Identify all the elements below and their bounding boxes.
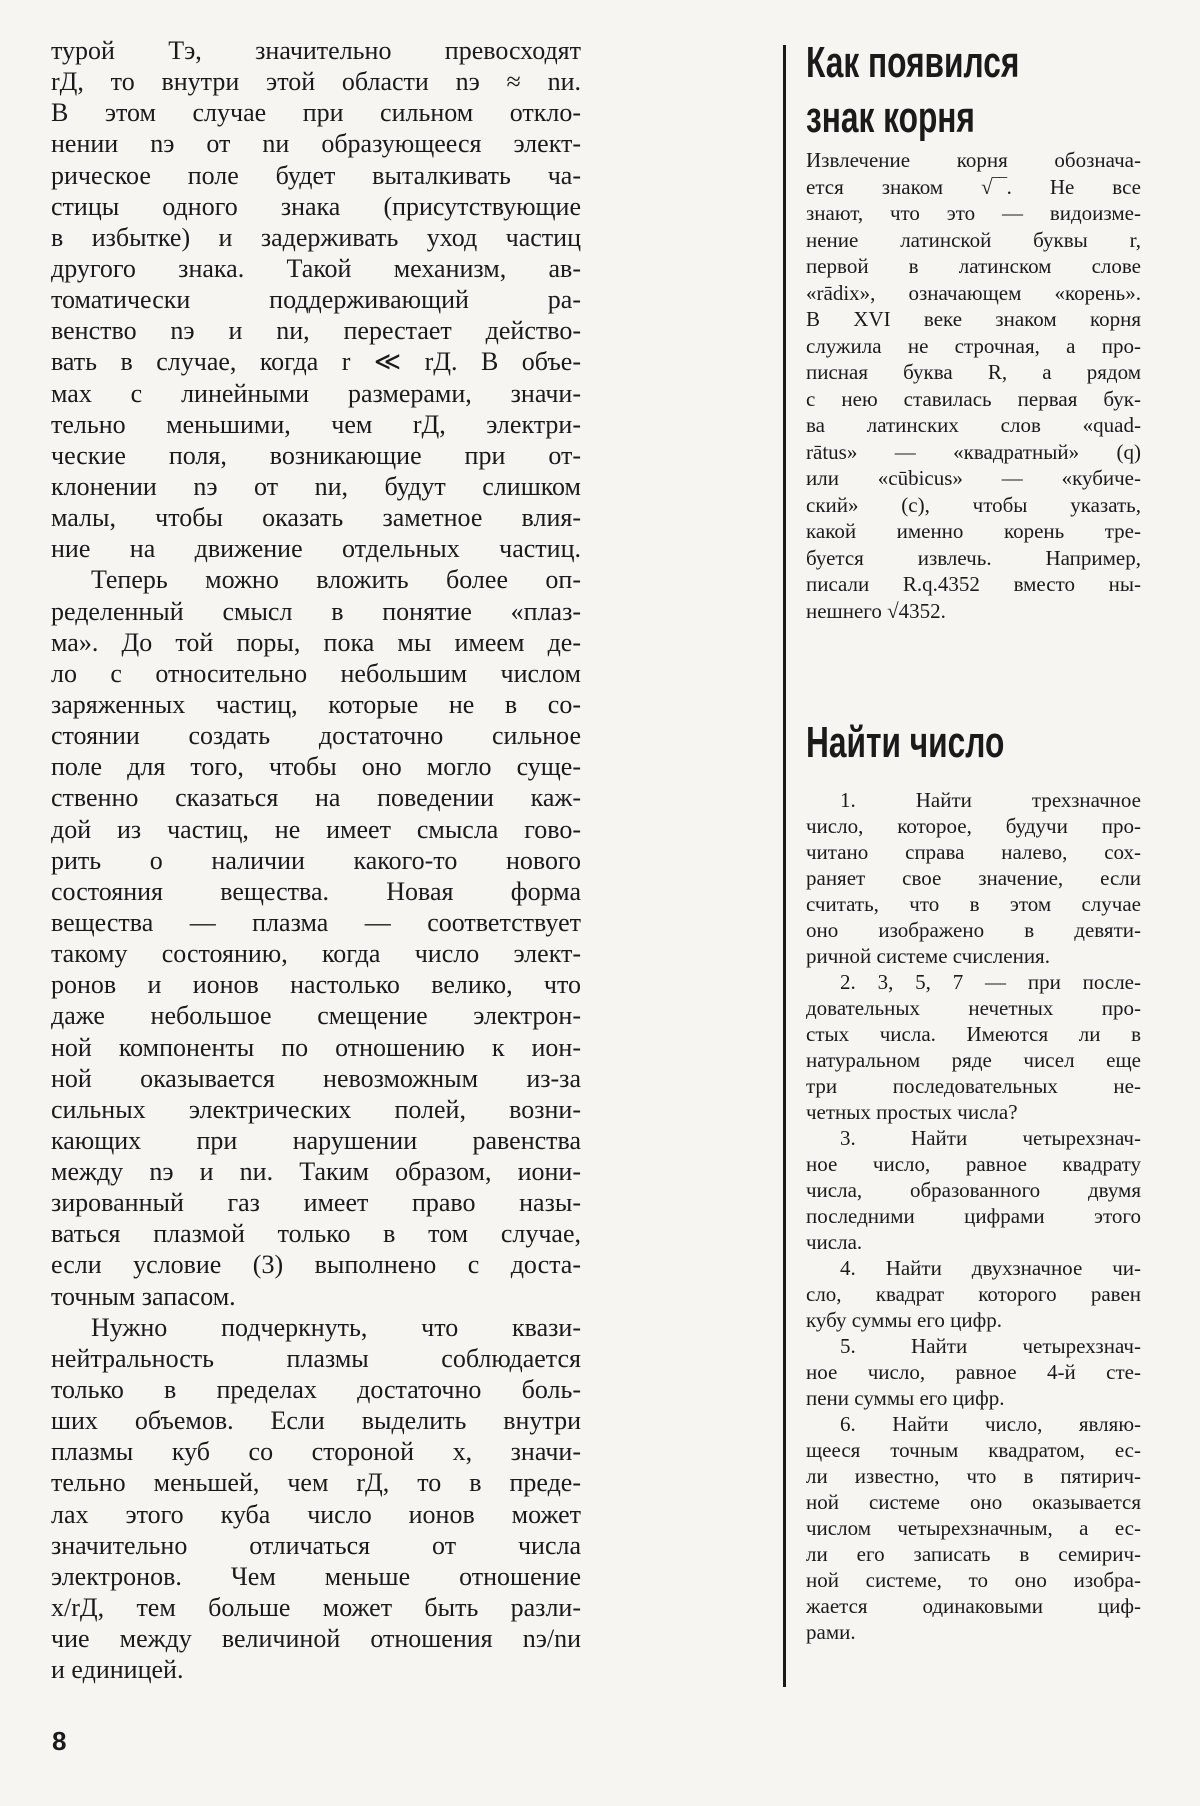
text-line: дой из частиц, не имеет смысла гово- xyxy=(51,814,581,844)
text-line: раняет свое значение, если xyxy=(806,866,1141,890)
text-line: нении nэ от nи образующееся элект- xyxy=(51,129,581,159)
text-line: ма». До той поры, пока мы имеем де- xyxy=(51,627,581,657)
text-line: жается одинаковыми циф- xyxy=(806,1594,1141,1618)
text-line: четных простых числа? xyxy=(806,1100,1018,1124)
text-line: ли его записать в семирич- xyxy=(806,1542,1141,1566)
text-line: другого знака. Такой механизм, ав- xyxy=(51,253,581,283)
text-line: рическое поле будет выталкивать ча- xyxy=(51,160,581,190)
text-line: ский» (c), чтобы указать, xyxy=(806,492,1141,517)
text-line: тельно меньшей, чем rД, то в преде- xyxy=(51,1468,581,1498)
text-line: В этом случае при сильном откло- xyxy=(51,98,581,128)
text-line: нение латинской буквы r, xyxy=(806,227,1141,252)
text-line: стицы одного знака (присутствующие xyxy=(51,191,581,221)
page-number: 8 xyxy=(52,1726,67,1756)
text-line: плазмы куб со стороной x, значи- xyxy=(51,1437,581,1467)
text-line: зированный газ имеет право назы- xyxy=(51,1188,581,1218)
text-line: 5. Найти четырехзнач- xyxy=(840,1334,1141,1358)
text-line: ное число, равное квадрату xyxy=(806,1152,1141,1176)
text-line: считать, что в этом случае xyxy=(806,892,1141,916)
text-line: ной оказывается невозможным из-за xyxy=(51,1063,581,1093)
text-line: рами. xyxy=(806,1620,856,1644)
text-line: числа, образованного двумя xyxy=(806,1178,1141,1202)
text-line: в избытке) и задерживать уход частиц xyxy=(51,222,581,252)
text-line: какой именно корень тре- xyxy=(806,519,1141,543)
text-line: турой Tэ, значительно превосходят xyxy=(51,36,581,65)
text-line: писная буква R, а рядом xyxy=(806,360,1141,384)
text-line: нешнего √4352. xyxy=(806,598,946,623)
text-line: кубу суммы его цифр. xyxy=(806,1308,1002,1332)
text-line: первой в латинском слове xyxy=(806,254,1141,278)
text-line: ние на движение отдельных частиц. xyxy=(51,534,581,564)
text-line: ва латинских слов «quad- xyxy=(806,413,1141,437)
article-title-line2: знак корня xyxy=(806,93,975,142)
text-line: стоянии создать достаточно сильное xyxy=(51,721,581,751)
text-line: нейтральность плазмы соблюдается xyxy=(51,1343,581,1373)
text-line: заряженных частиц, которые не в со- xyxy=(51,689,581,719)
text-line: ческие поля, возникающие при от- xyxy=(51,440,581,470)
text-line: Теперь можно вложить более оп- xyxy=(91,565,581,595)
text-line: только в пределах достаточно боль- xyxy=(51,1375,581,1405)
text-line: ли известно, что в пятирич- xyxy=(806,1464,1141,1488)
text-line: ной компоненты по отношению к ион- xyxy=(51,1032,581,1062)
text-line: сло, квадрат которого равен xyxy=(806,1282,1141,1306)
text-line: венство nэ и nи, перестает действо- xyxy=(51,316,581,346)
text-line: даже небольшое смещение электрон- xyxy=(51,1001,581,1031)
text-line: точным запасом. xyxy=(51,1281,236,1311)
text-line: поле для того, чтобы оно могло суще- xyxy=(51,752,581,782)
text-line: ших объемов. Если выделить внутри xyxy=(51,1406,581,1436)
text-line: вещества — плазма — соответствует xyxy=(51,907,581,937)
text-line: значительно отличаться от числа xyxy=(51,1530,581,1560)
text-line: «rādix», означающем «корень». xyxy=(806,280,1141,305)
text-line: стых числа. Имеются ли в xyxy=(806,1022,1141,1046)
text-line: или «cūbicus» — «кубиче- xyxy=(806,466,1141,490)
column-divider xyxy=(783,45,786,1687)
text-line: малы, чтобы оказать заметное влия- xyxy=(51,503,581,533)
text-line: буется извлечь. Например, xyxy=(806,545,1141,570)
text-line: писали R.q.4352 вместо ны- xyxy=(806,572,1141,596)
text-line: число, которое, будучи про- xyxy=(806,814,1141,838)
text-line: если условие (3) выполнено с доста- xyxy=(51,1250,581,1280)
text-line: ной системе оно оказывается xyxy=(806,1490,1141,1514)
text-line: ственно сказаться на поведении каж- xyxy=(51,783,581,813)
text-line: натуральном ряде чисел еще xyxy=(806,1048,1141,1072)
text-line: оно изображено в девяти- xyxy=(806,918,1141,942)
text-line: довательных нечетных про- xyxy=(806,996,1141,1020)
text-line: 1. Найти трехзначное xyxy=(840,788,1141,812)
text-line: состояния вещества. Новая форма xyxy=(51,876,581,906)
puzzles-list xyxy=(806,787,1141,1645)
text-line: кающих при нарушении равенства xyxy=(51,1125,581,1155)
text-line: лах этого куба число ионов может xyxy=(51,1499,581,1529)
article-title-line1: Как появился xyxy=(806,38,1020,87)
text-line: ределенный смысл в понятие «плаз- xyxy=(51,596,581,626)
text-line: последними цифрами этого xyxy=(806,1204,1141,1228)
text-line: тельно меньшими, чем rД, электри- xyxy=(51,409,581,439)
text-line: ричной системе счисления. xyxy=(806,944,1050,968)
text-line: пени суммы его цифр. xyxy=(806,1386,1005,1410)
text-line: ной системе, то оно изобра- xyxy=(806,1568,1141,1592)
text-line: 6. Найти число, являю- xyxy=(840,1412,1141,1436)
text-line: числа. xyxy=(806,1230,863,1254)
text-line: три последовательных не- xyxy=(806,1074,1141,1098)
text-line: рить о наличии какого-то нового xyxy=(51,845,581,875)
text-line: щееся точным квадратом, ес- xyxy=(806,1438,1141,1462)
text-line: знают, что это — видоизме- xyxy=(806,201,1141,225)
text-line: и единицей. xyxy=(51,1655,184,1685)
puzzles-title: Найти число xyxy=(806,718,1005,767)
text-line: x/rД, тем больше может быть разли- xyxy=(51,1593,581,1623)
text-line: такому состоянию, когда число элект- xyxy=(51,939,581,969)
text-line: 4. Найти двухзначное чи- xyxy=(840,1256,1141,1280)
text-line: 3. Найти четырехзнач- xyxy=(840,1126,1141,1150)
text-line: читано справа налево, сох- xyxy=(806,840,1141,864)
text-line: служила не строчная, а про- xyxy=(806,333,1141,358)
text-line: сильных электрических полей, возни- xyxy=(51,1094,581,1124)
text-line: чие между величиной отношения nэ/nи xyxy=(51,1624,581,1654)
text-line: Нужно подчеркнуть, что квази- xyxy=(91,1312,581,1342)
text-line: ное число, равное 4-й сте- xyxy=(806,1360,1141,1384)
text-line: 2. 3, 5, 7 — при после- xyxy=(840,970,1141,994)
text-line: числом четырехзначным, а ес- xyxy=(806,1516,1141,1540)
text-line: между nэ и nи. Таким образом, иони- xyxy=(51,1157,581,1187)
main-text-column xyxy=(51,35,581,1685)
text-line: электронов. Чем меньше отношение xyxy=(51,1561,581,1591)
text-line: ло с относительно небольшим числом xyxy=(51,658,581,688)
text-line: ронов и ионов настолько велико, что xyxy=(51,970,581,1000)
text-line: rātus» — «квадратный» (q) xyxy=(806,439,1141,464)
text-line: с нею ставилась первая бук- xyxy=(806,386,1141,411)
text-line: ется знаком √‾‾. Не все xyxy=(806,174,1141,199)
text-line: ваться плазмой только в том случае, xyxy=(51,1219,581,1249)
text-line: Извлечение корня обознача- xyxy=(806,148,1141,172)
root-sign-article xyxy=(806,147,1141,624)
text-line: томатически поддерживающий ра- xyxy=(51,285,581,315)
text-line: мах с линейными размерами, значи- xyxy=(51,378,581,408)
text-line: rД, то внутри этой области nэ ≈ nи. xyxy=(51,67,581,97)
text-line: клонении nэ от nи, будут слишком xyxy=(51,471,581,501)
text-line: В XVI веке знаком корня xyxy=(806,307,1141,331)
text-line: вать в случае, когда r ≪ rД. В объе- xyxy=(51,347,581,377)
